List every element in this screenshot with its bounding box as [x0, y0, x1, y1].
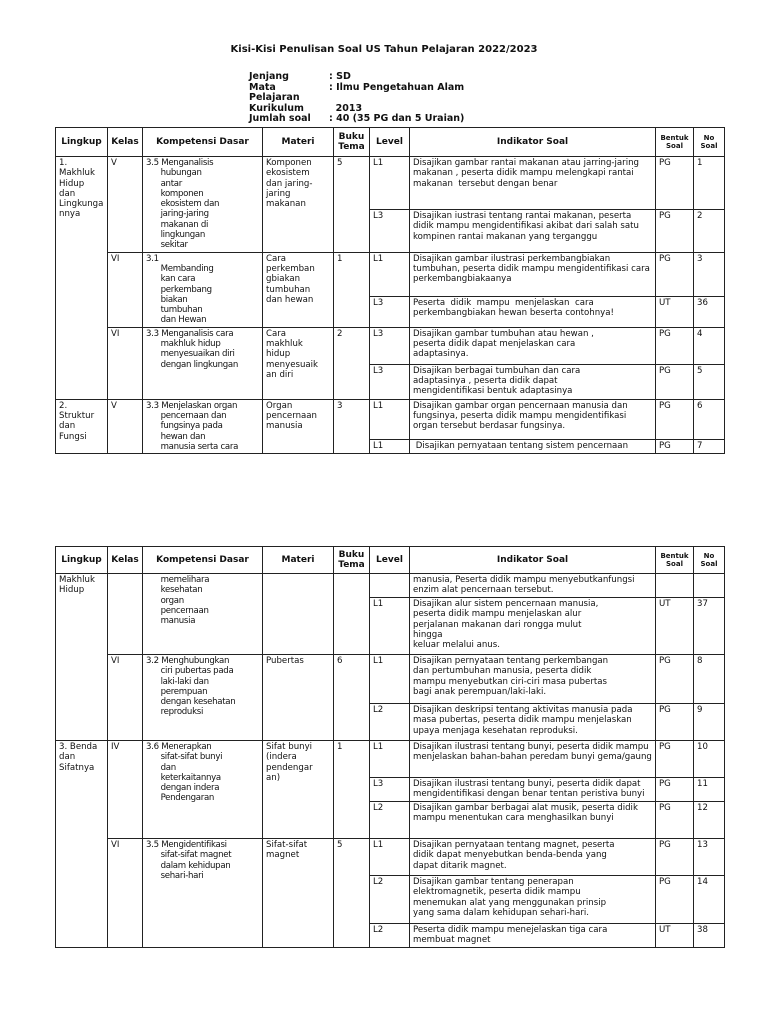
- no-soal-cell: [694, 574, 725, 598]
- kelas-cell: VI: [108, 327, 143, 399]
- bentuk-soal-cell: PG: [656, 778, 694, 802]
- level-cell: L2: [370, 704, 410, 741]
- no-soal-cell: 6: [694, 399, 725, 439]
- bentuk-soal-cell: PG: [656, 802, 694, 839]
- indikator-cell: Peserta didik mampu menjelaskan cara perkembangbiakan hewan beserta contohnya!: [410, 296, 656, 327]
- meta-value: : Ilmu Pengetahuan Alam: [329, 81, 465, 93]
- materi-cell: Organ pencernaan manusia: [263, 399, 334, 453]
- level-cell: L2: [370, 876, 410, 924]
- level-cell: L3: [370, 364, 410, 399]
- indikator-cell: Disajikan berbagai tumbuhan dan cara adaptasinya , peserta didik dapat mengidentifikasi bentuk adaptasinya: [410, 364, 656, 399]
- buku-tema-cell: [334, 574, 370, 655]
- table-row: [56, 839, 725, 876]
- kelas-cell: IV: [108, 741, 143, 839]
- no-soal-cell: 38: [694, 924, 725, 948]
- header-kelas: Kelas: [108, 547, 143, 574]
- buku-tema-cell: 1: [334, 252, 370, 327]
- header-level: Level: [370, 128, 410, 157]
- bentuk-soal-cell: UT: [656, 924, 694, 948]
- indikator-cell: Disajikan alur sistem pencernaan manusia, peserta didik mampu menjelaskan alur perjalanan makanan dari rongga mulut hingga keluar melalui anus.: [410, 598, 656, 655]
- buku-tema-cell: 3: [334, 399, 370, 453]
- header-indikator-soal: Indikator Soal: [410, 128, 656, 157]
- lingkup-cell: 2. Struktur dan Fungsi: [56, 399, 108, 453]
- kelas-cell: VI: [108, 839, 143, 948]
- indikator-cell: Disajikan gambar berbagai alat musik, peserta didik mampu menentukan cara menghasilkan bunyi: [410, 802, 656, 839]
- bentuk-soal-cell: PG: [656, 741, 694, 778]
- header-materi: Materi: [263, 128, 334, 157]
- kompetensi-dasar-cell: 3.3 Menganalisis cara makhluk hidup menyesuaikan diri dengan lingkungan: [143, 327, 263, 399]
- no-soal-cell: 37: [694, 598, 725, 655]
- header-materi: Materi: [263, 547, 334, 574]
- header-bentuk-soal: Bentuk Soal: [656, 128, 694, 157]
- bentuk-soal-cell: PG: [656, 157, 694, 210]
- header-no-soal: No Soal: [694, 128, 725, 157]
- header-lingkup: Lingkup: [56, 547, 108, 574]
- bentuk-soal-cell: PG: [656, 399, 694, 439]
- document-meta: [249, 72, 464, 125]
- kompetensi-dasar-cell: 3.1 Membanding kan cara perkembang biakan tumbuhan dan Hewan: [143, 252, 263, 327]
- table-row: [56, 399, 725, 439]
- no-soal-cell: 11: [694, 778, 725, 802]
- header-kompetensi-dasar: Kompetensi Dasar: [143, 547, 263, 574]
- lingkup-cell: 3. Benda dan Sifatnya: [56, 741, 108, 948]
- materi-cell: Pubertas: [263, 655, 334, 741]
- buku-tema-cell: 1: [334, 741, 370, 839]
- kisi-kisi-table-page-1: [55, 127, 725, 454]
- bentuk-soal-cell: PG: [656, 364, 694, 399]
- no-soal-cell: 4: [694, 327, 725, 364]
- indikator-cell: Disajikan gambar ilustrasi perkembangbiakan tumbuhan, peserta didik mampu mengidentifikasi cara perkembangbiakaanya: [410, 252, 656, 296]
- kompetensi-dasar-cell: 3.5 Mengidentifikasi sifat-sifat magnet dalam kehidupan sehari-hari: [143, 839, 263, 948]
- header-buku-tema: Buku Tema: [334, 547, 370, 574]
- buku-tema-cell: 5: [334, 157, 370, 253]
- indikator-cell: Peserta didik mampu menejelaskan tiga cara membuat magnet: [410, 924, 656, 948]
- table-header-row: [56, 128, 725, 157]
- meta-label: Kurikulum: [249, 102, 304, 114]
- materi-cell: Sifat-sifat magnet: [263, 839, 334, 948]
- bentuk-soal-cell: PG: [656, 655, 694, 704]
- bentuk-soal-cell: UT: [656, 598, 694, 655]
- kelas-cell: [108, 574, 143, 655]
- level-cell: L1: [370, 157, 410, 210]
- level-cell: L3: [370, 778, 410, 802]
- bentuk-soal-cell: PG: [656, 839, 694, 876]
- meta-row-jenjang: [249, 72, 464, 83]
- meta-label: Jumlah soal: [249, 113, 311, 124]
- materi-cell: Cara perkemban gbiakan tumbuhan dan hewan: [263, 252, 334, 327]
- no-soal-cell: 12: [694, 802, 725, 839]
- materi-cell: [263, 574, 334, 655]
- header-kompetensi-dasar: Kompetensi Dasar: [143, 128, 263, 157]
- no-soal-cell: 7: [694, 440, 725, 454]
- table-header-row: [56, 547, 725, 574]
- level-cell: L1: [370, 399, 410, 439]
- buku-tema-cell: 5: [334, 839, 370, 948]
- no-soal-cell: 36: [694, 296, 725, 327]
- header-bentuk-soal: Bentuk Soal: [656, 547, 694, 574]
- no-soal-cell: 9: [694, 704, 725, 741]
- level-cell: L2: [370, 924, 410, 948]
- level-cell: L3: [370, 210, 410, 253]
- indikator-cell: Disajikan ilustrasi tentang bunyi, peserta didik mampu menjelaskan bahan-bahan peredam bunyi gema/gaung: [410, 741, 656, 778]
- indikator-cell: Disajikan gambar organ pencernaan manusia dan fungsinya, peserta didik mampu mengidentifikasi organ tersebut berdasar fungsinya.: [410, 399, 656, 439]
- level-cell: L1: [370, 655, 410, 704]
- indikator-cell: Disajikan deskripsi tentang aktivitas manusia pada masa pubertas, peserta didik mampu menjelaskan upaya menjaga kesehatan reproduksi.: [410, 704, 656, 741]
- indikator-cell: Disajikan iustrasi tentang rantai makanan, peserta didik mampu mengidentifikasi akibat dari salah satu kompinen rantai makanan yang terganggu: [410, 210, 656, 253]
- no-soal-cell: 5: [694, 364, 725, 399]
- indikator-cell: Disajikan pernyataan tentang sistem pencernaan: [410, 440, 656, 454]
- table-row: [56, 327, 725, 364]
- buku-tema-cell: 2: [334, 327, 370, 399]
- table-row: [56, 741, 725, 778]
- indikator-cell: Disajikan gambar rantai makanan atau jarring-jaring makanan , peserta didik mampu melengkapi rantai makanan tersebut dengan benar: [410, 157, 656, 210]
- bentuk-soal-cell: PG: [656, 327, 694, 364]
- table-row: [56, 252, 725, 296]
- header-buku-tema: Buku Tema: [334, 128, 370, 157]
- level-cell: L2: [370, 802, 410, 839]
- header-no-soal: No Soal: [694, 547, 725, 574]
- bentuk-soal-cell: UT: [656, 296, 694, 327]
- kompetensi-dasar-cell: memelihara kesehatan organ pencernaan manusia: [143, 574, 263, 655]
- lingkup-cell: 1. Makhluk Hidup dan Lingkunga nnya: [56, 157, 108, 400]
- level-cell: L1: [370, 598, 410, 655]
- indikator-cell: manusia, Peserta didik mampu menyebutkanfungsi enzim alat pencernaan tersebut.: [410, 574, 656, 598]
- kelas-cell: VI: [108, 655, 143, 741]
- indikator-cell: Disajikan gambar tentang penerapan elektromagnetik, peserta didik mampu menemukan alat yang menggunakan prinsip yang sama dalam kehidupan sehari-hari.: [410, 876, 656, 924]
- header-indikator-soal: Indikator Soal: [410, 547, 656, 574]
- meta-row-mapel: [249, 83, 464, 104]
- level-cell: [370, 574, 410, 598]
- level-cell: L1: [370, 252, 410, 296]
- no-soal-cell: 13: [694, 839, 725, 876]
- bentuk-soal-cell: PG: [656, 876, 694, 924]
- level-cell: L1: [370, 440, 410, 454]
- no-soal-cell: 14: [694, 876, 725, 924]
- indikator-cell: Disajikan pernyataan tentang magnet, peserta didik dapat menyebutkan benda-benda yang dapat ditarik magnet.: [410, 839, 656, 876]
- indikator-cell: Disajikan gambar tumbuhan atau hewan , peserta didik dapat menjelaskan cara adaptasinya.: [410, 327, 656, 364]
- level-cell: L3: [370, 296, 410, 327]
- no-soal-cell: 3: [694, 252, 725, 296]
- kelas-cell: VI: [108, 252, 143, 327]
- indikator-cell: Disajikan ilustrasi tentang bunyi, peserta didik dapat mengidentifikasi dengan benar tentan peristiva bunyi: [410, 778, 656, 802]
- no-soal-cell: 10: [694, 741, 725, 778]
- meta-row-jumlah: [249, 114, 464, 125]
- kompetensi-dasar-cell: 3.2 Menghubungkan ciri pubertas pada laki-laki dan perempuan dengan kesehatan reproduksi: [143, 655, 263, 741]
- bentuk-soal-cell: [656, 574, 694, 598]
- kompetensi-dasar-cell: 3.6 Menerapkan sifat-sifat bunyi dan keterkaitannya dengan indera Pendengaran: [143, 741, 263, 839]
- header-level: Level: [370, 547, 410, 574]
- table-row: [56, 655, 725, 704]
- meta-value: : SD: [329, 71, 351, 82]
- header-kelas: Kelas: [108, 128, 143, 157]
- materi-cell: Komponen ekosistem dan jaring- jaring makanan: [263, 157, 334, 253]
- meta-label: Mata Pelajaran: [249, 81, 300, 103]
- level-cell: L1: [370, 741, 410, 778]
- bentuk-soal-cell: PG: [656, 440, 694, 454]
- document-title: Kisi-Kisi Penulisan Soal US Tahun Pelajaran 2022/2023: [230, 44, 538, 55]
- meta-label: Jenjang: [249, 71, 289, 82]
- header-lingkup: Lingkup: [56, 128, 108, 157]
- no-soal-cell: 1: [694, 157, 725, 210]
- no-soal-cell: 8: [694, 655, 725, 704]
- kompetensi-dasar-cell: 3.5 Menganalisis hubungan antar komponen ekosistem dan jaring-jaring makanan di lingkungan sekitar: [143, 157, 263, 253]
- kompetensi-dasar-cell: 3.3 Menjelaskan organ pencernaan dan fungsinya pada hewan dan manusia serta cara: [143, 399, 263, 453]
- kelas-cell: V: [108, 157, 143, 253]
- no-soal-cell: 2: [694, 210, 725, 253]
- bentuk-soal-cell: PG: [656, 252, 694, 296]
- materi-cell: Cara makhluk hidup menyesuaik an diri: [263, 327, 334, 399]
- materi-cell: Sifat bunyi (indera pendengar an): [263, 741, 334, 839]
- kisi-kisi-table-page-2: [55, 546, 725, 948]
- meta-value: : 40 (35 PG dan 5 Uraian): [329, 113, 465, 124]
- table-row: [56, 574, 725, 598]
- buku-tema-cell: 6: [334, 655, 370, 741]
- level-cell: L3: [370, 327, 410, 364]
- bentuk-soal-cell: PG: [656, 210, 694, 253]
- bentuk-soal-cell: PG: [656, 704, 694, 741]
- lingkup-cell: Makhluk Hidup: [56, 574, 108, 741]
- indikator-cell: Disajikan pernyataan tentang perkembangan dan pertumbuhan manusia, peserta didik mampu menyebutkan ciri-ciri masa pubertas bagi anak perempuan/laki-laki.: [410, 655, 656, 704]
- kelas-cell: V: [108, 399, 143, 453]
- meta-value: 2013: [329, 102, 363, 114]
- table-row: [56, 157, 725, 210]
- level-cell: L1: [370, 839, 410, 876]
